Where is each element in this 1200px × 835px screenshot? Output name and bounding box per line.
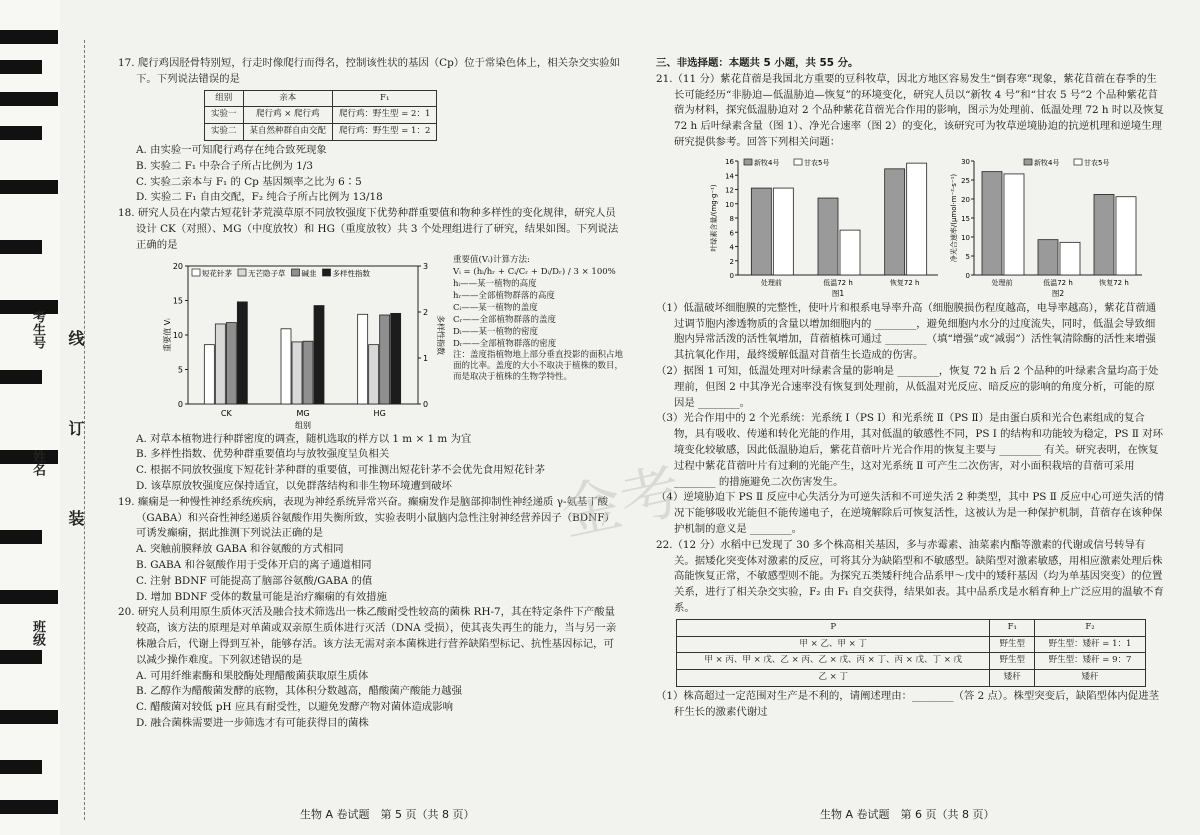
y-tick-label: 5 xyxy=(965,252,970,261)
q18-formula-box xyxy=(453,254,625,383)
bind-char-zhuang: 装 xyxy=(66,510,85,526)
q22-table xyxy=(676,619,1146,687)
q21-part-4: （4）逆境胁迫下 PS Ⅱ 反应中心失活分为可逆失活和不可逆失活 2 种类型，其中 PS Ⅱ 反应中心可逆失活的情况下能够吸收光能但不能传递电子，在逆境解除后可恢复活性，这被认为是一种保护机制，苜蓿存在该种保护机制的意义是 ________。 xyxy=(656,491,1164,535)
x-tick-label: 恢复72 h xyxy=(889,278,920,287)
legend-label: 多样性指数 xyxy=(332,268,370,278)
y-tick-label: 15 xyxy=(172,296,183,306)
table-cell: 矮秆 xyxy=(990,670,1035,687)
formula-def: Dᵢ——某一植物的密度 xyxy=(453,326,539,337)
table-row xyxy=(677,653,1146,670)
bar-短花针茅 xyxy=(204,344,214,403)
q21-part-1: （1）低温破坏细胞膜的完整性，使叶片和根系电导率升高（细胞膜损伤程度越高，电导率越高），紫花苜蓿通过调节胞内渗透物质的含量以增加细胞内的 ________，避免细胞内水分的过度流失，同时，低温会导致细胞内异常活泼的活性氧增加，苜蓿植株可通过 ________（填“增强”或“减弱”）活性氧清除酶的活性来增强其抗氧化作用，最终缓解低温对苜蓿生长造成的伤害。 xyxy=(656,301,1157,362)
formula-expression: Vᵢ = (hᵢ/hᵣ + Cᵢ/Cᵣ + Dᵢ/Dᵣ) / 3 × 100% xyxy=(453,266,616,277)
binding-stripe xyxy=(0,650,42,664)
bar-新牧4号 xyxy=(1094,194,1114,275)
left-column xyxy=(118,56,623,732)
y-tick-label: 15 xyxy=(961,214,970,223)
binding-stripe xyxy=(0,92,58,106)
binding-stripe xyxy=(0,760,42,774)
q17-header-f1: F₁ xyxy=(333,90,437,107)
x-tick-label: HG xyxy=(373,408,386,418)
left-page-footer: 生物 A 卷试题 第 5 页（共 8 页） xyxy=(300,808,475,821)
binding-stripe xyxy=(0,800,58,814)
legend-swatch xyxy=(192,269,200,276)
bar-无芒隐子草 xyxy=(292,341,302,403)
binding-stripe xyxy=(0,240,42,254)
q22-header-p: P xyxy=(677,619,990,636)
formula-def: hᵣ——全部植物群落的高度 xyxy=(453,290,555,301)
q20-option-a: A. 可用纤维素酶和果胶酶处理醋酸菌获取原生质体 xyxy=(136,669,369,682)
bar-新牧4号 xyxy=(1038,239,1058,274)
bar-碱韭 xyxy=(380,315,390,404)
q20-option-c: C. 醋酸菌对较低 pH 应具有耐受性，以避免发酵产物对菌体造成影响 xyxy=(136,701,454,714)
legend-label: 碱韭 xyxy=(301,268,317,278)
bar-新牧4号 xyxy=(885,169,905,275)
table-cell: 野生型 xyxy=(990,636,1035,653)
y-axis-label: 叶绿素含量/(mg·g⁻¹) xyxy=(710,184,718,252)
binding-stripe xyxy=(0,126,42,140)
y-tick-label: 12 xyxy=(725,186,734,195)
y-tick-label: 10 xyxy=(725,200,734,209)
legend-label: 无芒隐子草 xyxy=(248,268,286,278)
formula-def: hᵢ——某一植物的高度 xyxy=(453,278,537,289)
q22-header-f2: F₂ xyxy=(1035,619,1146,636)
table-cell: 甲 × 乙、甲 × 丁 xyxy=(677,636,990,653)
y-tick-label: 8 xyxy=(729,214,734,223)
bar-甘农5号 xyxy=(1060,242,1080,275)
table-cell: 爬行鸡：野生型 = 1：2 xyxy=(333,124,437,141)
legend-swatch xyxy=(1024,159,1032,165)
binding-stripe xyxy=(0,530,42,544)
x-tick-label: 低温72 h xyxy=(823,278,853,287)
y-tick-label: 0 xyxy=(177,399,183,409)
q17-header-group: 组别 xyxy=(205,90,244,107)
question-21: 21.（11 分）紫花苜蓿是我国北方重要的豆科牧草，因北方地区容易发生“倒春寒”现象，紫花苜蓿在春季的生长可能经历“非胁迫—低温胁迫—恢复”的环境变化，研究人员以“新牧 4 号”和“甘农 5 号”2 个品种紫花苜蓿为材料，探究低温胁迫对 2 个品种紫花苜蓿光合作用的影响，图示为处理前、低温处理 72 h 时以及恢复 72 h 后叶绿素含量（图 1）、净光合速率（图 2）的变化，该研究可为牧草逆境胁迫的抗逆机理和逆境生理研究提供参考。回答下列相关问题： xyxy=(656,72,1164,148)
watermark: 金考 xyxy=(555,456,688,550)
y2-tick-label: 2 xyxy=(423,307,429,317)
binding-dashed-line xyxy=(84,40,85,820)
legend-swatch xyxy=(323,269,331,276)
q17-option-b: B. 实验二 F₁ 中杂合子所占比例为 1/3 xyxy=(136,159,313,172)
q18-option-a: A. 对草本植物进行种群密度的调查，随机选取的样方以 1 m × 1 m 为宜 xyxy=(136,432,472,445)
table-cell: 实验一 xyxy=(205,107,244,124)
bar-多样性指数 xyxy=(237,301,247,403)
section-heading: 三、非选择题：本题共 5 小题，共 55 分。 xyxy=(656,57,859,69)
y-axis-label: 重要值 Vᵢ xyxy=(163,317,172,352)
q21-part-3: （3）光合作用中的 2 个光系统：光系统 Ⅰ（PS Ⅰ）和光系统 Ⅱ（PS Ⅱ）是由蛋白质和光合色素组成的复合物，具有吸收、传递和转化光能的作用，其对低温的敏感性不同，PS Ⅰ 的结构和功能较为稳定，PS Ⅱ 对环境变化较敏感，因此低温胁迫后，紫花苜蓿叶片光合作用的恢复主要与 ________ 有关。研究表明，在恢复过程中紫花苜蓿叶片有过剩的光能产生，这对光系统 Ⅱ 可产生二次伤害，对小面积栽培的苜蓿可采用 ________ 的措施避免二次伤害发生。 xyxy=(656,412,1163,488)
q20-option-b: B. 乙醇作为醋酸菌发酵的底物，其体积分数越高，醋酸菌产酸能力越强 xyxy=(136,685,462,698)
table-cell: 乙 × 丁 xyxy=(677,670,990,687)
table-row xyxy=(677,670,1146,687)
formula-title: 重要值(Vᵢ)计算方法: xyxy=(453,254,530,265)
legend-label: 新牧4号 xyxy=(1034,158,1060,167)
q17-option-a: A. 由实验一可知爬行鸡存在纯合致死现象 xyxy=(136,143,327,156)
question-20: 20. 研究人员利用原生质体灭活及融合技术筛选出一株乙酸耐受性较高的菌株 RH-7，其在特定条件下产酸量较高，该方法的原理是对单菌或双亲原生质体进行灭活（DNA 受损），使其丧失再生的能力，当与另一亲株融合后，代谢上得到互补，能够存活。该方法无需对亲本菌株进行营养缺陷型标记、抗性基因标记，可以减少操作难度。下列叙述错误的是 xyxy=(118,606,617,666)
class-label: 班级 xyxy=(30,620,45,646)
formula-note: 注：盖度指植物地上部分垂直投影的面积占地面的比率。盖度的大小不取决于植株的数目，而是取决于植株的生物学特性。 xyxy=(453,349,624,382)
table-cell: 爬行鸡：野生型 = 2：1 xyxy=(333,107,437,124)
x-tick-label: 恢复72 h xyxy=(1099,278,1129,287)
q22-part-1: （1）株高超过一定范围对生产是不利的，请阐述理由：________（答 2 点）。株型突变后，缺陷型体内促进茎秆生长的激素代谢过 xyxy=(656,689,1159,718)
id-label: 考生号 xyxy=(30,310,45,349)
q17-table xyxy=(204,90,437,141)
y-tick-label: 20 xyxy=(961,195,970,204)
table-cell: 野生型 xyxy=(990,653,1035,670)
binding-stripes xyxy=(0,30,60,820)
binding-stripe xyxy=(0,370,42,384)
q21-figures xyxy=(656,151,1164,301)
table-row xyxy=(205,107,437,124)
q19-option-b: B. GABA 和谷氨酸作用于受体开启的离子通道相同 xyxy=(136,558,372,571)
table-row xyxy=(205,124,437,141)
bar-碱韭 xyxy=(303,341,313,404)
bind-char-xian: 线 xyxy=(66,330,85,346)
x-tick-label: 处理前 xyxy=(991,278,1013,287)
y-tick-label: 16 xyxy=(725,157,734,166)
binding-margin xyxy=(0,0,60,835)
table-cell: 甲 × 丙、甲 × 戊、乙 × 丙、乙 × 戊、丙 × 丁、丙 × 戊、丁 × 戊 xyxy=(677,653,990,670)
x-tick-label: 低温72 h xyxy=(1043,278,1073,287)
q19-option-d: D. 增加 BDNF 受体的数量可能是治疗癫痫的有效措施 xyxy=(136,590,387,603)
x-tick-label: CK xyxy=(220,408,232,418)
y-tick-label: 10 xyxy=(172,330,183,340)
q18-option-d: D. 该草原放牧强度应保持适宜，以免群落结构和非生物环境遭到破坏 xyxy=(136,479,452,492)
q19-option-a: A. 突触前膜释放 GABA 和谷氨酸的方式相同 xyxy=(136,543,344,556)
bar-新牧4号 xyxy=(982,171,1002,274)
legend-swatch xyxy=(292,269,300,276)
q18-figure xyxy=(118,254,623,432)
legend-label: 短花针茅 xyxy=(202,268,232,278)
q21-part-2: （2）据图 1 可知，低温处理对叶绿素含量的影响是 ________，恢复 72 h 后 2 个品种的叶绿素含量均高于处理前，但图 2 中其净光合速率没有恢复到处理前，从低温对光反应、暗反应的影响的角度分析，可能的原因是 ________。 xyxy=(656,364,1159,409)
legend-label: 新牧4号 xyxy=(754,158,780,167)
q20-option-d: D. 融合菌株需要进一步筛选才有可能获得目的菌株 xyxy=(136,716,369,729)
table-cell: 野生型：矮秆 = 1：1 xyxy=(1035,636,1146,653)
y-tick-label: 14 xyxy=(725,172,734,181)
y2-tick-label: 3 xyxy=(423,261,429,271)
question-18: 18. 研究人员在内蒙古短花针茅荒漠草原不同放牧强度下优势种群重要值和物种多样性的变化规律，研究人员设计 CK（对照）、MG（中度放牧）和 HG（重度放牧）共 3 个处理组进行了研究，结果如图。下列说法正确的是 xyxy=(118,207,619,251)
y-tick-label: 0 xyxy=(965,271,970,280)
bar-新牧4号 xyxy=(751,188,771,275)
table-cell: 某自然种群自由交配 xyxy=(243,124,333,141)
table-cell: 野生型：矮秆 = 9：7 xyxy=(1035,653,1146,670)
x-tick-label: MG xyxy=(296,408,310,418)
y-tick-label: 30 xyxy=(961,157,970,166)
table-cell: 爬行鸡 × 爬行鸡 xyxy=(243,107,333,124)
bar-甘农5号 xyxy=(907,163,927,275)
y-tick-label: 4 xyxy=(729,243,734,252)
formula-def: Cᵣ——全部植物群落的盖度 xyxy=(453,314,556,325)
formula-def: Cᵢ——某一植物的盖度 xyxy=(453,302,538,313)
legend-swatch xyxy=(794,159,802,165)
y2-tick-label: 0 xyxy=(423,399,429,409)
right-column xyxy=(656,56,1164,721)
x-tick-label: 处理前 xyxy=(760,278,782,287)
figure-caption: 图1 xyxy=(831,288,845,298)
formula-def: Dᵣ——全部植物群落的密度 xyxy=(453,338,557,349)
y-tick-label: 2 xyxy=(729,257,734,266)
figure-1-chlorophyll-chart xyxy=(706,151,946,301)
bar-无芒隐子草 xyxy=(369,344,379,403)
y2-tick-label: 1 xyxy=(423,353,429,363)
table-cell: 矮秆 xyxy=(1035,670,1146,687)
y-tick-label: 20 xyxy=(172,261,183,271)
binding-stripe xyxy=(0,590,58,604)
y-tick-label: 6 xyxy=(729,229,734,238)
q19-option-c: C. 注射 BDNF 可能提高了脑部谷氨酸/GABA 的值 xyxy=(136,574,373,587)
bar-新牧4号 xyxy=(818,198,838,275)
bar-多样性指数 xyxy=(391,313,401,404)
binding-stripe xyxy=(0,60,42,74)
q18-option-b: B. 多样性指数、优势种群重要值均与放牧强度呈负相关 xyxy=(136,448,390,461)
q18-option-c: C. 根据不同放牧强度下短花针茅种群的重要值，可推测出短花针茅不会优先食用短花针茅 xyxy=(136,464,546,477)
y-tick-label: 0 xyxy=(729,271,734,280)
legend-label: 甘农5号 xyxy=(804,158,830,167)
q18-bar-chart xyxy=(118,254,448,432)
q22-header-f1: F₁ xyxy=(990,619,1035,636)
y-axis-label: 净光合速率/(μmol·m⁻²·s⁻¹) xyxy=(950,173,958,262)
question-17: 17. 爬行鸡因胫骨特别短，行走时像爬行而得名，控制该性状的基因（Cp）位于常染色体上，相关杂交实验如下。下列说法错误的是 xyxy=(118,57,621,85)
figure-caption: 图2 xyxy=(1051,288,1065,298)
q17-option-c: C. 实验二亲本与 F₁ 的 Cp 基因频率之比为 6∶5 xyxy=(136,175,362,188)
legend-label: 甘农5号 xyxy=(1084,158,1110,167)
bind-char-ding: 订 xyxy=(66,420,85,436)
legend-swatch xyxy=(238,269,246,276)
x-axis-label: 组别 xyxy=(295,420,311,430)
bar-无芒隐子草 xyxy=(215,324,225,404)
question-22: 22.（12 分）水稻中已发现了 30 多个株高相关基因，多与赤霉素、油菜素内酯等激素的代谢或信号转导有关。据矮化突变体对激素的反应，可将其分为缺陷型和不敏感型。缺陷型对激素敏感，用相应激素处理后株高能恢复正常，不敏感型则不能。为探究五类矮秆纯合品系甲～戊中的矮秆基因（均为单基因突变）的位置关系，进行了相关杂交实验，F₂ 由 F₁ 自交获得，结果如表。其中品系戊是水稻育种上广泛应用的温敏不育系。 xyxy=(656,538,1164,614)
bar-短花针茅 xyxy=(358,314,368,404)
table-cell: 实验二 xyxy=(205,124,244,141)
q17-option-d: D. 实验二 F₁ 自由交配，F₂ 纯合子所占比例为 13/18 xyxy=(136,191,383,204)
bar-甘农5号 xyxy=(1116,197,1136,275)
y2-axis-label: 多样性指数 xyxy=(436,314,445,355)
binding-stripe xyxy=(0,710,58,724)
bar-甘农5号 xyxy=(1004,174,1024,275)
y-tick-label: 5 xyxy=(177,365,183,375)
table-row xyxy=(677,636,1146,653)
bar-短花针茅 xyxy=(281,328,291,403)
question-19: 19. 癫痫是一种慢性神经系统疾病，表现为神经系统异常兴奋。癫痫发作是脑部抑制性神经递质 γ-氨基丁酸（GABA）和兴奋性神经递质谷氨酸作用失衡所致，实验表明小鼠脑内急性注射神经营养因子（BDNF）可诱发癫痫，据此推测下列说法正确的是 xyxy=(118,495,615,540)
legend-swatch xyxy=(1074,159,1082,165)
bar-甘农5号 xyxy=(840,230,860,275)
y-tick-label: 10 xyxy=(961,233,970,242)
binding-stripe xyxy=(0,30,58,44)
binding-stripe xyxy=(0,180,58,194)
q17-header-parents: 亲本 xyxy=(243,90,333,107)
y-tick-label: 25 xyxy=(961,176,970,185)
bar-甘农5号 xyxy=(773,188,793,275)
name-label: 姓名 xyxy=(30,450,45,476)
figure-2-photosynthesis-chart xyxy=(946,151,1146,301)
bar-多样性指数 xyxy=(314,305,324,403)
right-page-footer: 生物 A 卷试题 第 6 页（共 8 页） xyxy=(820,808,995,821)
bar-碱韭 xyxy=(226,322,236,403)
legend-swatch xyxy=(744,159,752,165)
